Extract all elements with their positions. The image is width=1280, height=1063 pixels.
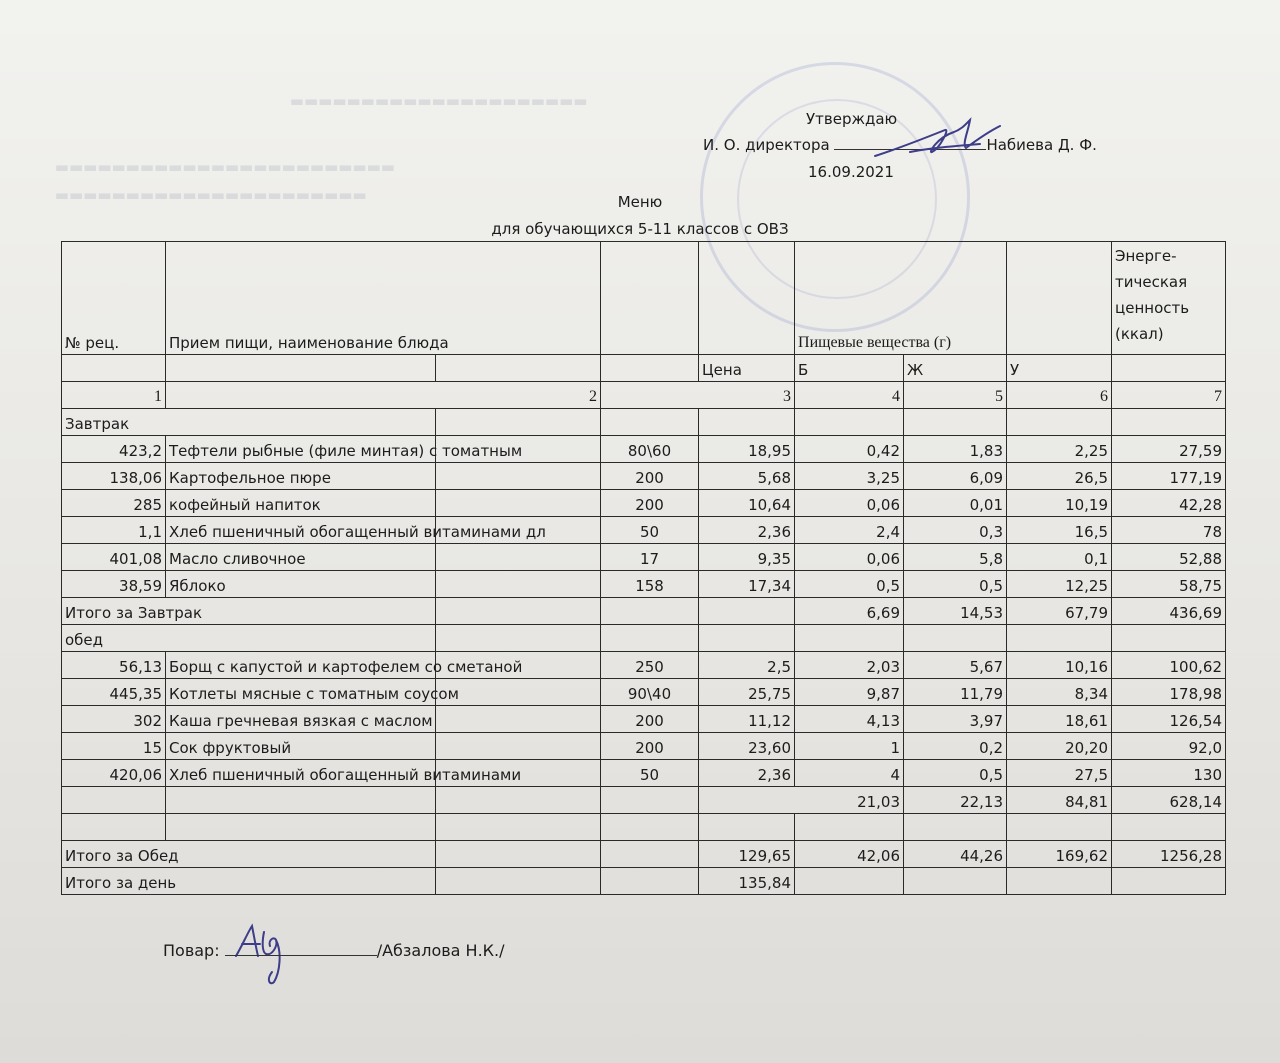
recipe-no: 423,2 [62, 436, 166, 463]
cell-empty [436, 490, 601, 517]
fat: 0,2 [904, 733, 1007, 760]
carbs: 26,5 [1007, 463, 1112, 490]
cell-empty [904, 868, 1007, 895]
cell-empty [166, 787, 436, 814]
fat: 11,79 [904, 679, 1007, 706]
column-number: 6 [1007, 382, 1112, 409]
protein: 2,03 [795, 652, 904, 679]
recipe-no: 445,35 [62, 679, 166, 706]
protein: 0,06 [795, 490, 904, 517]
menu-title: Меню [617, 193, 663, 211]
cell-empty [436, 409, 601, 436]
price: 2,36 [699, 517, 795, 544]
breakfast-total-row [62, 598, 1226, 625]
cell-empty [601, 814, 699, 841]
cell-empty [436, 571, 601, 598]
cell-empty [436, 679, 601, 706]
carbs: 18,61 [1007, 706, 1112, 733]
table-row [62, 652, 1226, 679]
fat: 0,5 [904, 760, 1007, 787]
fat: 0,3 [904, 517, 1007, 544]
column-number: 5 [904, 382, 1007, 409]
director-name: Набиева Д. Ф. [986, 136, 1097, 154]
header-recipe-no: № рец. [62, 242, 166, 355]
cell-empty [436, 787, 601, 814]
column-number: 2 [166, 382, 601, 409]
kcal: 58,75 [1112, 571, 1226, 598]
header-fat: Ж [904, 355, 1007, 382]
total-carbs: 67,79 [1007, 598, 1112, 625]
price: 9,35 [699, 544, 795, 571]
table-row [62, 733, 1226, 760]
table-row [62, 571, 1226, 598]
price: 10,64 [699, 490, 795, 517]
total-label: Итого за Обед [62, 841, 436, 868]
day-total-label: Итого за день [62, 868, 436, 895]
kcal: 92,0 [1112, 733, 1226, 760]
cell-empty [904, 814, 1007, 841]
director-signature [870, 118, 1005, 164]
cell-empty [436, 598, 601, 625]
cell-empty [436, 463, 601, 490]
kcal: 178,98 [1112, 679, 1226, 706]
cell-empty [436, 706, 601, 733]
price: 11,12 [699, 706, 795, 733]
header-dish: Прием пищи, наименование блюда [166, 242, 601, 355]
cell-empty [436, 355, 601, 382]
cell-empty [436, 868, 601, 895]
table-row [62, 760, 1226, 787]
portion: 200 [601, 733, 699, 760]
cell-empty [1112, 625, 1226, 652]
recipe-no: 1,1 [62, 517, 166, 544]
section-label: обед [62, 625, 436, 652]
dish-name: Яблоко [166, 571, 436, 598]
cell-empty [1112, 355, 1226, 382]
table-row [62, 463, 1226, 490]
lunch-rows [62, 652, 1226, 787]
kcal: 130 [1112, 760, 1226, 787]
kcal: 177,19 [1112, 463, 1226, 490]
header-energy: Энерге-тическая ценность (ккал) [1112, 242, 1226, 355]
total-kcal: 436,69 [1112, 598, 1226, 625]
recipe-no: 56,13 [62, 652, 166, 679]
header-nutrients: Пищевые вещества (г) [795, 242, 1007, 355]
section-label: Завтрак [62, 409, 436, 436]
price: 2,5 [699, 652, 795, 679]
dish-name: Хлеб пшеничный обогащенный витаминами [166, 760, 436, 787]
header-empty [699, 242, 795, 355]
carbs: 8,34 [1007, 679, 1112, 706]
table-header-row [62, 242, 1226, 355]
cell-empty [601, 787, 699, 814]
table-row [62, 544, 1226, 571]
kcal: 78 [1112, 517, 1226, 544]
cell-empty [1112, 814, 1226, 841]
cell-empty [601, 409, 699, 436]
cell-empty [62, 787, 166, 814]
cell-empty [1007, 868, 1112, 895]
table-subheader-row [62, 355, 1226, 382]
subtotal-protein: 21,03 [699, 787, 904, 814]
empty-row [62, 814, 1226, 841]
total-protein: 42,06 [795, 841, 904, 868]
total-carbs: 169,62 [1007, 841, 1112, 868]
price: 17,34 [699, 571, 795, 598]
column-number: 1 [62, 382, 166, 409]
cell-empty [436, 841, 601, 868]
cell-empty [1112, 409, 1226, 436]
cell-empty [1007, 814, 1112, 841]
recipe-no: 15 [62, 733, 166, 760]
cell-empty [1007, 625, 1112, 652]
cell-empty [904, 625, 1007, 652]
portion: 17 [601, 544, 699, 571]
breakfast-rows [62, 436, 1226, 598]
cell-empty [601, 355, 699, 382]
approval-date: 16.09.2021 [808, 163, 894, 181]
lunch-total-row [62, 841, 1226, 868]
cell-empty [436, 625, 601, 652]
cell-empty [795, 814, 904, 841]
price: 23,60 [699, 733, 795, 760]
bleed-through-text: ▬▬▬▬▬▬▬▬▬▬▬▬▬▬▬▬▬▬▬▬▬▬▬▬ [55, 158, 396, 176]
cell-empty [601, 625, 699, 652]
recipe-no: 138,06 [62, 463, 166, 490]
cook-name: /Абзалова Н.К./ [376, 941, 505, 960]
recipe-no: 285 [62, 490, 166, 517]
menu-subtitle: для обучающихся 5-11 классов с ОВЗ [491, 220, 789, 238]
total-label: Итого за Завтрак [62, 598, 436, 625]
price: 25,75 [699, 679, 795, 706]
bleed-through-text: ▬▬▬▬▬▬▬▬▬▬▬▬▬▬▬▬▬▬▬▬▬ [290, 92, 588, 110]
fat: 6,09 [904, 463, 1007, 490]
portion: 50 [601, 760, 699, 787]
lunch-subtotal-row [62, 787, 1226, 814]
column-number: 3 [601, 382, 795, 409]
day-total-row [62, 868, 1226, 895]
protein: 4,13 [795, 706, 904, 733]
kcal: 52,88 [1112, 544, 1226, 571]
cell-empty [699, 625, 795, 652]
column-number: 7 [1112, 382, 1226, 409]
protein: 0,5 [795, 571, 904, 598]
price: 5,68 [699, 463, 795, 490]
total-protein: 6,69 [795, 598, 904, 625]
cell-empty [1112, 868, 1226, 895]
day-total-price: 135,84 [699, 868, 795, 895]
recipe-no: 38,59 [62, 571, 166, 598]
recipe-no: 420,06 [62, 760, 166, 787]
portion: 200 [601, 463, 699, 490]
cell-empty [601, 868, 699, 895]
cook-signature-line [163, 941, 505, 960]
portion: 90\40 [601, 679, 699, 706]
table-row [62, 517, 1226, 544]
cell-empty [1007, 409, 1112, 436]
protein: 9,87 [795, 679, 904, 706]
subtotal-kcal: 628,14 [1112, 787, 1226, 814]
menu-table [61, 241, 1226, 895]
carbs: 20,20 [1007, 733, 1112, 760]
kcal: 27,59 [1112, 436, 1226, 463]
section-row-lunch [62, 625, 1226, 652]
bleed-through-text: ▬▬▬▬▬▬▬▬▬▬▬▬▬▬▬▬▬▬▬▬▬▬ [55, 186, 367, 204]
carbs: 0,1 [1007, 544, 1112, 571]
cell-empty [601, 841, 699, 868]
cell-empty [166, 814, 436, 841]
protein: 0,42 [795, 436, 904, 463]
cell-empty [436, 814, 601, 841]
dish-name: Масло сливочное [166, 544, 436, 571]
table-row [62, 436, 1226, 463]
portion: 50 [601, 517, 699, 544]
kcal: 42,28 [1112, 490, 1226, 517]
price: 18,95 [699, 436, 795, 463]
table-row [62, 706, 1226, 733]
recipe-no: 401,08 [62, 544, 166, 571]
portion: 80\60 [601, 436, 699, 463]
fat: 5,8 [904, 544, 1007, 571]
price: 2,36 [699, 760, 795, 787]
cell-empty [795, 868, 904, 895]
portion: 200 [601, 490, 699, 517]
column-number: 4 [795, 382, 904, 409]
dish-name: Тефтели рыбные (филе минтая) с томатным [166, 436, 436, 463]
carbs: 27,5 [1007, 760, 1112, 787]
director-label: И. О. директора [703, 136, 830, 154]
cell-empty [62, 355, 166, 382]
dish-name: Хлеб пшеничный обогащенный витаминами дл [166, 517, 436, 544]
section-row-breakfast [62, 409, 1226, 436]
total-fat: 14,53 [904, 598, 1007, 625]
cell-empty [699, 814, 795, 841]
protein: 0,06 [795, 544, 904, 571]
portion: 200 [601, 706, 699, 733]
dish-name: Картофельное пюре [166, 463, 436, 490]
kcal: 100,62 [1112, 652, 1226, 679]
fat: 1,83 [904, 436, 1007, 463]
cell-empty [601, 598, 699, 625]
kcal: 126,54 [1112, 706, 1226, 733]
header-empty [601, 242, 699, 355]
table-row [62, 490, 1226, 517]
cell-empty [436, 544, 601, 571]
carbs: 12,25 [1007, 571, 1112, 598]
dish-name: Сок фруктовый [166, 733, 436, 760]
header-protein: Б [795, 355, 904, 382]
protein: 4 [795, 760, 904, 787]
dish-name: Каша гречневая вязкая с маслом [166, 706, 436, 733]
carbs: 16,5 [1007, 517, 1112, 544]
fat: 5,67 [904, 652, 1007, 679]
cell-empty [436, 733, 601, 760]
total-kcal: 1256,28 [1112, 841, 1226, 868]
approval-title: Утверждаю [806, 110, 898, 128]
cell-empty [699, 409, 795, 436]
portion: 250 [601, 652, 699, 679]
total-fat: 44,26 [904, 841, 1007, 868]
fat: 0,01 [904, 490, 1007, 517]
cell-empty [795, 625, 904, 652]
column-number-row [62, 382, 1226, 409]
subtotal-fat: 22,13 [904, 787, 1007, 814]
total-price: 129,65 [699, 841, 795, 868]
cook-label: Повар: [163, 941, 220, 960]
dish-name: Борщ с капустой и картофелем со сметаной [166, 652, 436, 679]
cell-empty [795, 409, 904, 436]
carbs: 10,16 [1007, 652, 1112, 679]
fat: 0,5 [904, 571, 1007, 598]
dish-name: Котлеты мясные с томатным соусом [166, 679, 436, 706]
protein: 1 [795, 733, 904, 760]
cell-empty [904, 409, 1007, 436]
carbs: 10,19 [1007, 490, 1112, 517]
cell-empty [62, 814, 166, 841]
portion: 158 [601, 571, 699, 598]
cell-empty [166, 355, 436, 382]
cell-empty [699, 598, 795, 625]
carbs: 2,25 [1007, 436, 1112, 463]
fat: 3,97 [904, 706, 1007, 733]
signature-underline [225, 943, 377, 956]
dish-name: кофейный напиток [166, 490, 436, 517]
protein: 2,4 [795, 517, 904, 544]
header-price: Цена [699, 355, 795, 382]
header-empty [1007, 242, 1112, 355]
protein: 3,25 [795, 463, 904, 490]
header-carbs: У [1007, 355, 1112, 382]
subtotal-carbs: 84,81 [1007, 787, 1112, 814]
recipe-no: 302 [62, 706, 166, 733]
table-row [62, 679, 1226, 706]
